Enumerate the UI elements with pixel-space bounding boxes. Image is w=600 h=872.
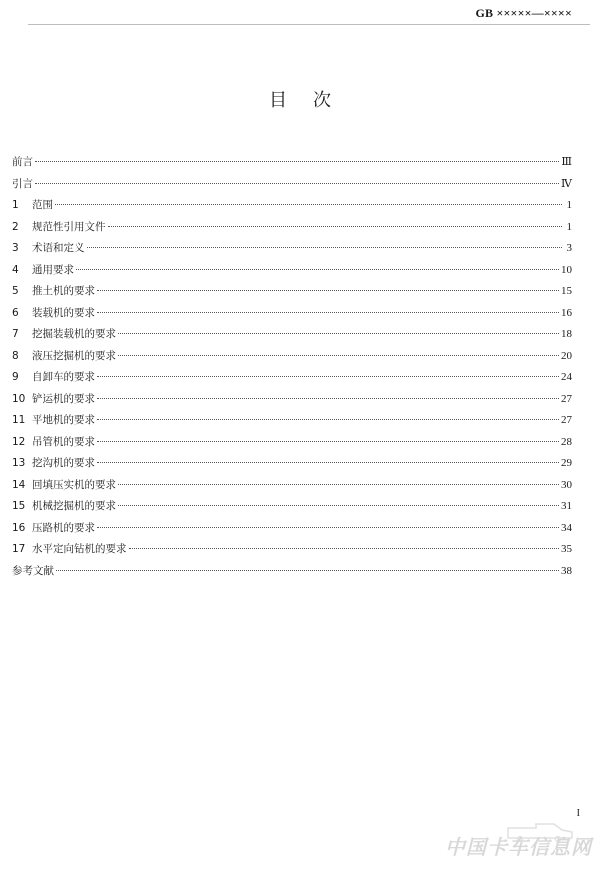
toc-entry-number: 1	[12, 199, 19, 211]
toc-entry-page: 27	[561, 392, 572, 405]
toc-leader-dots	[118, 484, 559, 485]
standard-code: GB ×××××—××××	[475, 6, 572, 20]
toc-entry-number: 7	[12, 328, 19, 340]
toc-entry-label: 吊管机的要求	[32, 435, 95, 448]
toc-entry-label: 自卸车的要求	[32, 371, 95, 383]
toc-entry-page: Ⅳ	[561, 177, 572, 190]
toc-entry-label: 平地机的要求	[32, 414, 95, 426]
toc-entry-number: 17	[12, 543, 26, 555]
toc-entry-page: 30	[561, 478, 572, 491]
page-title: 目次	[269, 90, 357, 111]
toc-entry[interactable]	[12, 219, 572, 241]
toc-leader-dots	[97, 441, 559, 442]
toc-entry-number: 4	[12, 263, 19, 276]
toc-leader-dots	[97, 376, 559, 377]
toc-entry[interactable]	[12, 498, 572, 520]
toc-entry-number: 2	[12, 220, 19, 233]
toc-entry[interactable]	[12, 369, 572, 391]
toc-entry-label: 术语和定义	[32, 242, 85, 254]
toc-entry[interactable]	[12, 326, 572, 348]
toc-entry-page: 34	[561, 521, 572, 534]
toc-leader-dots	[97, 312, 559, 313]
toc-leader-dots	[118, 355, 559, 356]
toc-entry-label: 范围	[32, 199, 53, 211]
toc-entry-label: 压路机的要求	[32, 521, 95, 534]
toc-entry-page: 3	[566, 242, 572, 254]
toc-entry-number: 10	[12, 392, 26, 405]
toc-entry-page: 31	[561, 500, 572, 512]
toc-leader-dots	[35, 183, 559, 184]
toc-leader-dots	[118, 333, 559, 334]
toc-entry-page: 16	[561, 306, 572, 319]
toc-entry[interactable]	[12, 520, 572, 542]
toc-entry[interactable]	[12, 434, 572, 456]
toc-entry-page: 35	[561, 543, 572, 555]
toc-leader-dots	[35, 161, 559, 162]
toc-entry-label: 推土机的要求	[32, 285, 95, 297]
table-of-contents	[12, 154, 572, 584]
toc-leader-dots	[76, 269, 559, 270]
toc-entry-label: 参考文献	[12, 564, 54, 577]
toc-leader-dots	[97, 398, 559, 399]
toc-leader-dots	[129, 548, 560, 549]
toc-entry-number: 15	[12, 500, 26, 512]
toc-entry-label: 规范性引用文件	[32, 220, 106, 233]
toc-entry-page: 1	[566, 199, 572, 211]
toc-entry-label: 挖掘装载机的要求	[32, 328, 116, 340]
toc-entry-page: 18	[561, 328, 572, 340]
toc-entry-page: 38	[561, 564, 572, 577]
toc-entry[interactable]	[12, 455, 572, 477]
toc-entry-number: 14	[12, 478, 26, 491]
toc-entry[interactable]	[12, 176, 572, 198]
toc-entry-label: 铲运机的要求	[32, 392, 95, 405]
toc-entry-number: 8	[12, 349, 19, 362]
toc-entry-number: 9	[12, 371, 19, 383]
toc-entry-page: Ⅲ	[561, 156, 572, 168]
toc-entry-number: 11	[12, 414, 26, 426]
toc-leader-dots	[56, 570, 559, 571]
toc-leader-dots	[97, 462, 559, 463]
toc-entry-number: 6	[12, 306, 19, 319]
toc-leader-dots	[97, 419, 559, 420]
toc-entry-label: 前言	[12, 156, 33, 168]
toc-entry[interactable]	[12, 305, 572, 327]
toc-leader-dots	[97, 290, 559, 291]
toc-entry-number: 16	[12, 521, 26, 534]
toc-leader-dots	[118, 505, 559, 506]
toc-entry[interactable]	[12, 348, 572, 370]
toc-entry-page: 1	[566, 220, 572, 233]
toc-entry-page: 15	[561, 285, 572, 297]
toc-leader-dots	[55, 204, 562, 205]
toc-leader-dots	[97, 527, 559, 528]
toc-leader-dots	[87, 247, 563, 248]
header-rule	[28, 24, 590, 25]
toc-entry-page: 10	[561, 263, 572, 276]
toc-entry-label: 回填压实机的要求	[32, 478, 116, 491]
toc-entry-label: 挖沟机的要求	[32, 457, 95, 469]
toc-entry-label: 水平定向钻机的要求	[32, 543, 127, 555]
toc-entry-label: 机械挖掘机的要求	[32, 500, 116, 512]
toc-entry[interactable]	[12, 283, 572, 305]
toc-entry[interactable]	[12, 197, 572, 219]
toc-entry[interactable]	[12, 477, 572, 499]
page-number: I	[576, 808, 580, 819]
watermark: 中国卡车信息网	[445, 835, 592, 859]
toc-entry-label: 液压挖掘机的要求	[32, 349, 116, 362]
toc-entry-page: 29	[561, 457, 572, 469]
toc-entry-page: 24	[561, 371, 572, 383]
toc-entry[interactable]	[12, 240, 572, 262]
toc-entry-number: 3	[12, 242, 19, 254]
toc-entry[interactable]	[12, 563, 572, 585]
toc-entry-label: 装载机的要求	[32, 306, 95, 319]
toc-entry-page: 20	[561, 349, 572, 362]
toc-entry[interactable]	[12, 154, 572, 176]
toc-entry-number: 13	[12, 457, 26, 469]
toc-entry-page: 27	[561, 414, 572, 426]
toc-entry-page: 28	[561, 435, 572, 448]
toc-leader-dots	[108, 226, 563, 227]
toc-entry[interactable]	[12, 412, 572, 434]
toc-entry[interactable]	[12, 541, 572, 563]
toc-entry[interactable]	[12, 391, 572, 413]
toc-entry-label: 引言	[12, 177, 33, 190]
toc-entry-label: 通用要求	[32, 263, 74, 276]
toc-entry-number: 5	[12, 285, 19, 297]
toc-entry[interactable]	[12, 262, 572, 284]
toc-entry-number: 12	[12, 435, 26, 448]
